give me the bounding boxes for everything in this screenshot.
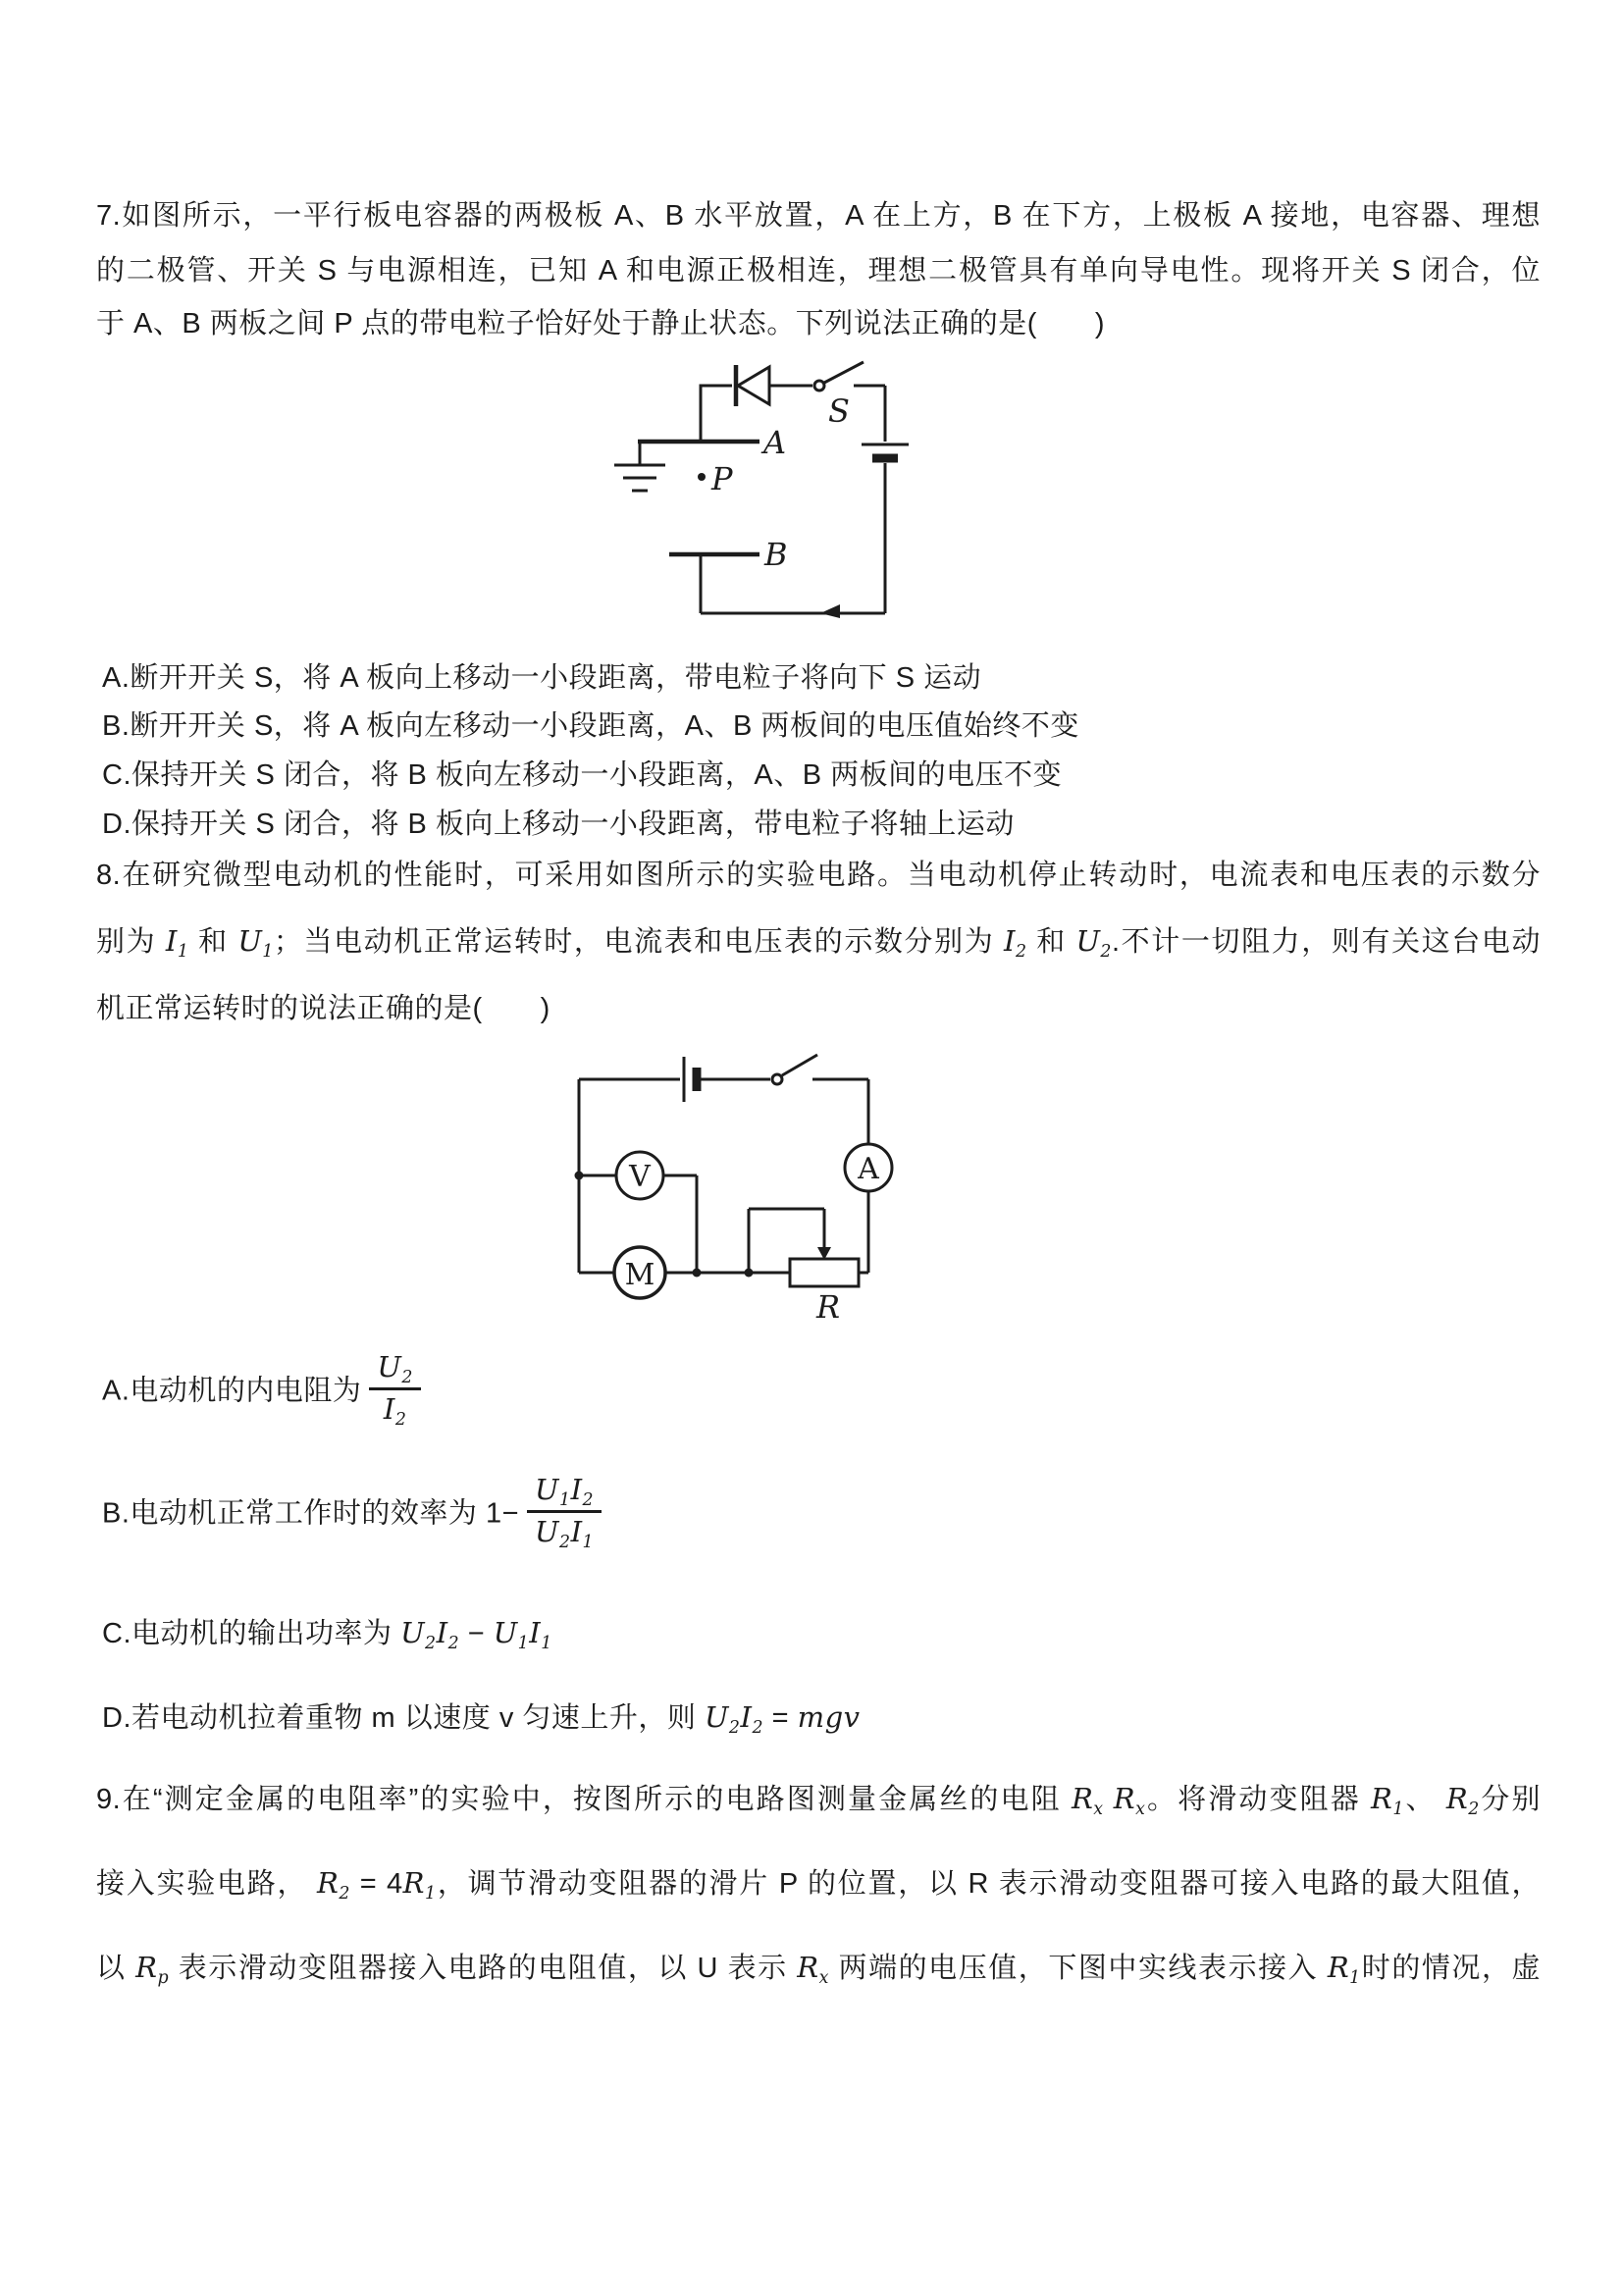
q8-option-c: C.电动机的输出功率为 $U_2I_2 - U_1I_1$	[102, 1616, 552, 1654]
current-arrow-icon	[820, 604, 840, 618]
q7-option-d: D.保持开关 S 闭合，将 B 板向上移动一小段距离，带电粒子将轴上运动	[102, 809, 1015, 840]
q8-text-line-1: 8.在研究微型电动机的性能时，可采用如图所示的实验电路。当电动机停止转动时，电流表和电压表的示数分	[96, 860, 1541, 891]
q9-text-line-1: 9.在“测定金属的电阻率”的实验中，按图所示的电路图测量金属丝的电阻 $R_x$ $R_x$。将滑动变阻器 $R_1$、 $R_2$分别	[96, 1782, 1541, 1820]
q8-option-d: D.若电动机拉着重物 m 以速度 v 匀速上升，则 $U_2I_2$ = mgv	[102, 1700, 861, 1739]
switch-label: S	[828, 392, 850, 430]
ammeter-label: A	[858, 1152, 879, 1186]
plate-b-label: B	[764, 536, 788, 573]
motor-icon	[614, 1247, 665, 1298]
q7-text-line-3: 于 A、B 两板之间 P 点的带电粒子恰好处于静止状态。下列说法正确的是( )	[96, 308, 1106, 339]
voltmeter-label: V	[629, 1160, 651, 1194]
q8-option-a: A.电动机的内电阻为 $\frac{U_2}{I_2}$	[102, 1354, 429, 1431]
rheostat-label: R	[816, 1288, 841, 1326]
q7-option-b: B.断开开关 S，将 A 板向左移动一小段距离，A、B 两板间的电压值始终不变	[102, 710, 1079, 742]
battery-icon	[684, 1057, 697, 1102]
switch-icon	[772, 1055, 868, 1084]
point-p-dot	[698, 473, 706, 481]
q8-text-line-2: 别为 $I_1$ 和 $U_1$；当电动机正常运转时，电流表和电压表的示数分别为 $I_2$ 和 $U_2$.不计一切阻力，则有关这台电动	[96, 924, 1541, 963]
q7-option-a: A.断开开关 S，将 A 板向上移动一小段距离，带电粒子将向下 S 运动	[102, 662, 982, 694]
q7-option-c: C.保持开关 S 闭合，将 B 板向左移动一小段距离，A、B 两板间的电压不变	[102, 759, 1063, 791]
q8-circuit-diagram	[393, 1045, 1030, 1331]
q7-text-line-2: 的二极管、开关 S 与电源相连，已知 A 和电源正极相连，理想二极管具有单向导电性。现将开关 S 闭合，位	[96, 255, 1541, 287]
ammeter-icon	[845, 1144, 892, 1191]
plate-a-label: A	[763, 424, 787, 461]
junction-dot	[693, 1269, 702, 1278]
diode-icon	[736, 365, 812, 406]
voltmeter-icon	[616, 1152, 663, 1199]
switch-icon	[814, 362, 885, 391]
q7-circuit-diagram	[424, 355, 1013, 645]
motor-label: M	[624, 1258, 655, 1292]
q9-text-line-2: 接入实验电路， $R_2 = 4R_1$，调节滑动变阻器的滑片 P 的位置，以 R 表示滑动变阻器可接入电路的最大阻值，	[96, 1866, 1541, 1905]
q8-option-b: B.电动机正常工作时的效率为 1− $\frac{U_1I_2}{U_2I_1}$	[102, 1477, 609, 1553]
wire	[701, 386, 732, 442]
ground-icon	[614, 442, 665, 491]
q8-text-line-3: 机正常运转时的说法正确的是( )	[96, 993, 550, 1024]
q7-text-line-1: 7.如图所示，一平行板电容器的两极板 A、B 水平放置，A 在上方，B 在下方，上极板 A 接地，电容器、理想	[96, 200, 1541, 232]
point-p-label: P	[711, 460, 733, 497]
q9-text-line-3: 以 $R_p$ 表示滑动变阻器接入电路的电阻值，以 U 表示 $R_x$ 两端的电压值，下图中实线表示接入 $R_1$时的情况，虚	[96, 1951, 1541, 1989]
battery-icon	[862, 444, 909, 458]
rheostat-icon	[749, 1209, 868, 1286]
